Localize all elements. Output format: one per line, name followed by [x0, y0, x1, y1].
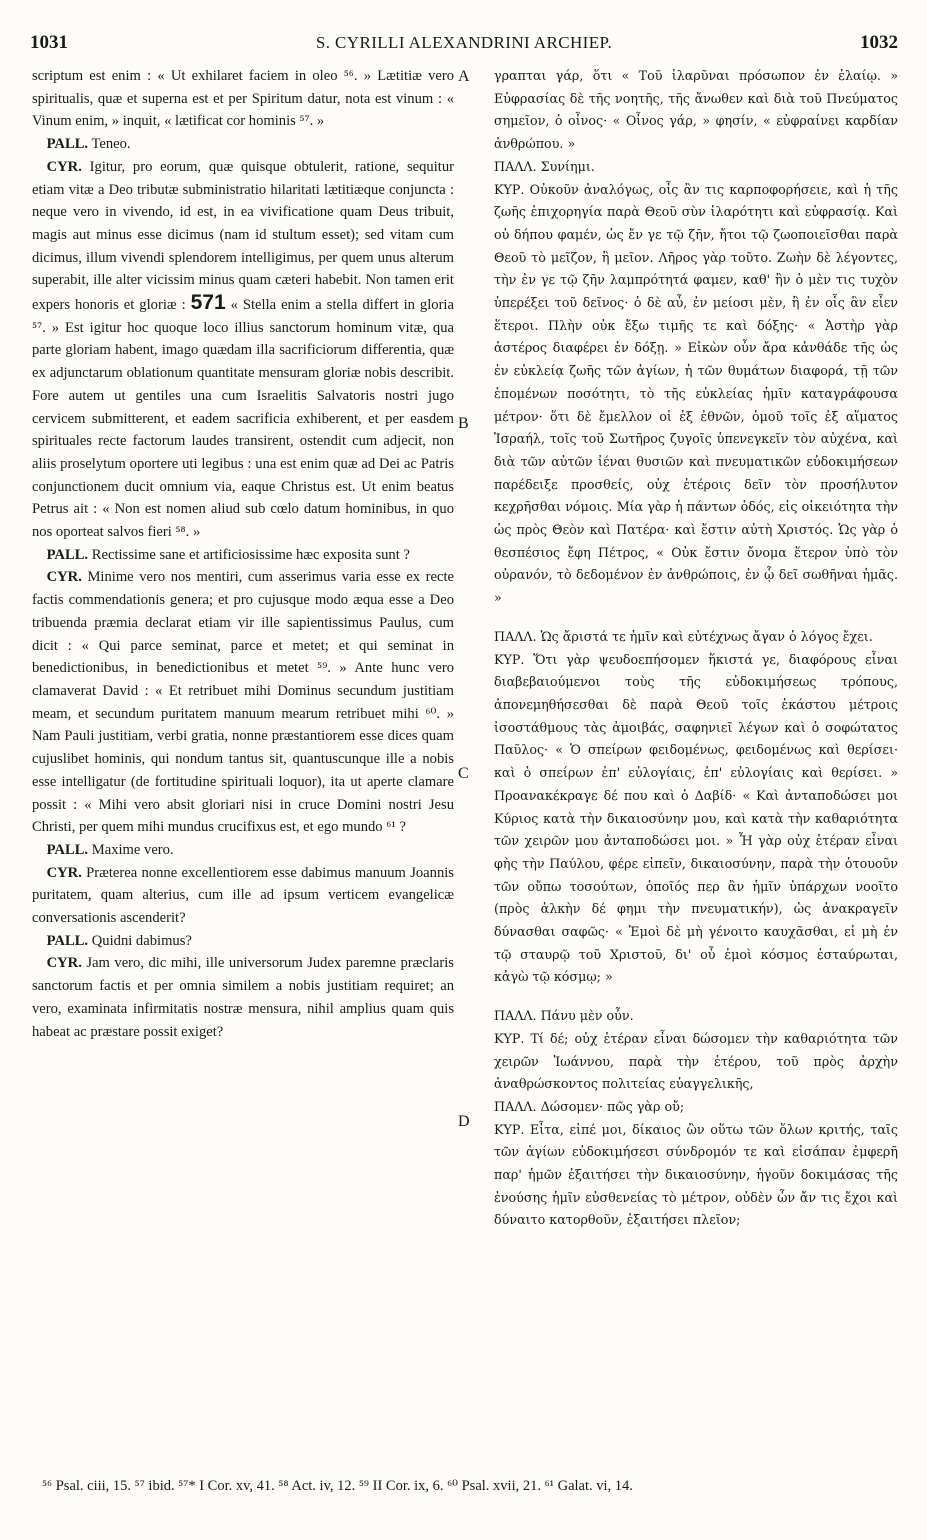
section-marker-d: D	[458, 1113, 470, 1130]
latin-column	[32, 65, 454, 1043]
greek-paragraph: ΠΑΛΛ. Δώσομεν· πῶς γὰρ οὔ;	[494, 1098, 685, 1114]
greek-paragraph: ΠΑΛΛ. Πάνυ μὲν οὖν.	[494, 1008, 634, 1024]
latin-paragraph: CYR. Præterea nonne excellentiorem esse dabimus manuum Joannis puritatem, quam alterius, cum ille ad ipsum verticem evangelicæ conversationis ascenderit?	[32, 864, 454, 927]
greek-column	[494, 65, 898, 1232]
speaker-label: CYR.	[46, 955, 82, 972]
greek-paragraph: ΚΥΡ. Εἶτα, εἰπέ μοι, δίκαιος ὢν οὕτω τῶν ὅλων κριτής, ταῖς τῶν ἁγίων εὐδοκιμήσεσι σύνδρομόν τε καὶ εἰσάπαν ἐμφερῆ παρ' ἡμῶν ἐξαιτήσει τὴν δικαιοσύνην, ἡγοῦν δοκιμάσας τῆς ἐνούσης ἡμῖν εὐσθενείας τὸ μέτρον, οὐδὲν ὧν ἄν τις ἔχοι καὶ δύναιτο κατορθοῦν, ἐξαιτήσει πλεῖον;	[494, 1121, 898, 1228]
greek-paragraph: ΚΥΡ. Οὐκοῦν ἀναλόγως, οἷς ἂν τις καρποφορήσειε, καὶ ἡ τῆς ζωῆς ἐπιχορηγία παρὰ Θεοῦ σὺν ἱλαρότητι καὶ εὐφρασίᾳ. Καὶ οὐ δήπου φαμέν, ὡς ἔν γε τῷ ζῆν, ἤτοι τῷ ζωοποιεῖσθαι παρὰ Θεοῦ τὸ μεῖζον, ἢ μεῖον. Λῆρος γὰρ τοῦτο. Ζωὴν δὲ λέγοντες, τὴν ἐν γε τῷ ζῆν λαμπρότητά φαμεν, καθ' ἣν ὁ μὲν τις τυχὸν ὑπερέξει τοῦ δεῖνος· ὁ δὲ αὖ, ἐν μείοσι μὲν, ἢ ἐν οἷς ἂν εἶεν ἕτεροι. Πλὴν οὐκ ἔξω τιμῆς τε καὶ δόξης· « Ἀστὴρ γὰρ ἀστέρος διαφέρει ἐν δόξῃ. » Εἰκὼν οὖν ἄρα κἀνθάδε τῆς ὡς ἐν εὐκλείᾳ ζωῆς τῶν ἁγίων, ἡ τῶν θυμάτων διαφορά, τῇ τῶν ἑπομένων ποσότητι, τὸ τῆς εὐκλείας ἡμῖν καταγράφουσα μέτρον· ὅτι δὲ ἔμελλον οἱ ἐξ ἐθνῶν, ὁμοῦ τοῖς ἐξ αἵματος Ἰσραήλ, τοῖς τοῦ Σωτῆρος ζυγοῖς ὑπενεγκεῖν τὸν αὐχένα, καὶ διὰ τῶν αὐτῶν ἰέναι θυσιῶν καὶ πνευματικῶν εὐδοκιμήσεων παρέδειξε προσθείς, οὐχ ἑτέροις δεῖν τὸν προσήλυτον κεχρῆσθαι νόμοις. Μία γὰρ ἡ πάντων ὁδός, εἰς οἰκειότητα τὴν ὡς πρὸς Θεὸν καὶ Πατέρα· καὶ ἔστιν αὐτὴ Χριστός. Ὡς γὰρ ὁ θεσπέσιος ἔφη Πέτρος, « Οὐκ ἔστιν ὄνομα ἕτερον ὑπὸ τὸν οὐρανόν, τὸ δεδομένον ἐν ἀνθρώποις, ἐν ᾧ δεῖ σωθῆναι ἡμᾶς. »	[494, 181, 898, 606]
section-number: 571	[190, 291, 226, 315]
latin-paragraph: CYR. Jam vero, dic mihi, ille universorum Judex paremne præclaris sanctorum factis et per omnia similem a nobis justitiam requiret; an vero, examinata infirmitatis nostræ mensura, nihil amplius quam quis habeat ac præstare possit exiget?	[32, 955, 454, 1040]
page-number-right: 1032	[860, 32, 898, 53]
speaker-label: CYR.	[46, 569, 82, 586]
speaker-label: PALL.	[46, 546, 89, 563]
section-marker-c: C	[458, 765, 469, 782]
latin-paragraph: CYR. Minime vero nos mentiri, cum asserimus varia esse ex recte factis commendationis genera; et pro cujusque modo æqua esse a Deo tribuenda præmia declarat etiam vir ille sapientissimus Paulus, cum dicit : « Qui parce seminat, parce et metet; et qui seminat in benedictionibus, in benedictionibus et metet ⁵⁹. » Ante hunc vero clamaverat David : « Et retribuet mihi Dominus secundum justitiam meam, et secundum puritatem manuum mearum retribuet mihi ⁶⁰. » Nam Pauli justitiam, verbi gratia, nonne præstantiorem esse dices quam cujuslibet hominis, qui nondum tantus sit, quantuscunque ille a nobis esse intelligatur (de fortitudine spirituali loquor), ita ut aperte clamare possit : « Mihi vero absit gloriari nisi in cruce Domini nostri Jesu Christi, per quem mihi mundus crucifixus est, et ego mundo ⁶¹ ?	[32, 569, 454, 836]
footnotes: ⁵⁶ Psal. ciii, 15. ⁵⁷ ibid. ⁵⁷* I Cor. xv, 41. ⁵⁸ Act. iv, 12. ⁵⁹ II Cor. ix, 6. ⁶⁰ Psal. xvii, 21. ⁶¹ Galat. vi, 14.	[42, 1478, 633, 1494]
latin-paragraph: PALL. Teneo.	[46, 136, 131, 153]
running-title: S. CYRILLI ALEXANDRINI ARCHIEP.	[315, 33, 613, 52]
speaker-label: CYR.	[46, 158, 82, 175]
latin-paragraph: scriptum est enim : « Ut exhilaret faciem in oleo ⁵⁶. » Lætitiæ vero spiritualis, quæ et superna est et per Spiritum datur, nota est vinum : « Vinum enim, » inquit, « lætificat cor hominis ⁵⁷. »	[32, 68, 454, 130]
latin-paragraph: CYR. Igitur, pro eorum, quæ quisque obtulerit, ratione, sequitur etiam vitæ a Deo tributæ subministratio hilaritati lætitiæque conjuncta : neque vero in vivendo, id est, in ea vivificatione quam Deus tribuit, magis aut minus esse dicimus (nam id stultum esset); sed vitam cum dicimus, illum vivendi splendorem intelligimus, per quem unus alterum superabit, ille alter vicissim minus quam cæteri habebit. Non tamen erit expers honoris et gloriæ : 571 « Stella enim a stella differt in gloria ⁵⁷. » Est igitur hoc quoque loco illius sanctorum hominum vitæ, qua parte gloriam habent, imago quædam illa sacrificiorum differentia, quæ ex adjunctarum oblationum quantitate mensuram gloriæ nobis describit. Fore autem ut gentiles una cum Israelitis Salvatoris nostri jugo cervicem submitterent, et eadem sacrificia exhiberent, et per easdem spirituales recte factorum laudes transirent, ostendit cum adjecit, non aliis proselytum oportere uti legibus : una est enim quæ ad Dei ac Patris conjunctionem ducit omnium via, eaque Christus est. Ut enim beatus Petrus ait : « Non est nomen aliud sub cœlo datum hominibus, in quo nos oporteat salvos fieri ⁵⁸. »	[32, 158, 454, 541]
greek-paragraph: ΚΥΡ. Ὅτι γὰρ ψευδοεπήσομεν ἥκιστά γε, διαφόρους εἶναι διαβεβαιούμενοι τοὺς τῆς εὐδοκιμήσεως τρόπους, ἀπονεμηθήσεσθαι δὲ παρὰ Θεοῦ τοῖς ἑκάστου μέτροις ἰσοστάθμους τὰς ἀμοιβάς, σαφηνιεῖ λέγων καὶ ὁ σοφώτατος Παῦλος· « Ὁ σπείρων φειδομένως, φειδομένως καὶ θερίσει· καὶ ὁ σπείρων ἐπ' εὐλογίαις, ἐπ' εὐλογίαις καὶ θερίσει. » Προανακέκραγε δέ που καὶ ὁ Δαβίδ· « Καὶ ἀνταποδώσει μοι Κύριος κατὰ τὴν δικαιοσύνην μου, καὶ κατὰ τὴν καθαριότητα τῶν χειρῶν μου ἀνταποδώσει μοι. » Ἦ γὰρ οὐχ ἑτέραν εἶναι φὴς τὴν Παύλου, φέρε εἰπεῖν, δικαιοσύνην, παρὰ τὴν ὁτουοῦν τῶν οὔπω τοσούτων, ὁποῖός περ ἂν ἡμῖν ὑπάρχων νοοῖτο (πρὸς ἀλκὴν δέ φημι τὴν πνευματικήν), ὡς ἀνακραγεῖν δύνασθαι σαφῶς· « Ἐμοὶ δὲ μὴ γένοιτο καυχᾶσθαι, εἰ μὴ ἐν τῷ σταυρῷ τοῦ Χριστοῦ, δι' οὗ ἐμοὶ κόσμος ἐσταύρωται, κἀγὼ τῷ κόσμῳ; »	[494, 651, 898, 985]
latin-paragraph: PALL. Quidni dabimus?	[46, 932, 192, 949]
section-marker-a: A	[458, 68, 470, 85]
latin-paragraph: PALL. Rectissime sane et artificiosissime hæc exposita sunt ?	[46, 546, 410, 563]
latin-paragraph: PALL. Maxime vero.	[46, 841, 174, 858]
greek-paragraph: ΠΑΛΛ. Ὡς ἄριστά τε ἡμῖν καὶ εὐτέχνως ἄγαν ὁ λόγος ἔχει.	[494, 628, 873, 644]
section-marker-b: B	[458, 415, 469, 432]
speaker-label: PALL.	[46, 932, 89, 949]
speaker-label: PALL.	[46, 841, 89, 858]
page-number-left: 1031	[30, 32, 68, 53]
speaker-label: CYR.	[46, 864, 82, 881]
speaker-label: PALL.	[46, 136, 89, 153]
running-header	[30, 32, 898, 58]
greek-paragraph: ΠΑΛΛ. Συνίημι.	[494, 158, 595, 174]
greek-paragraph: ΚΥΡ. Τί δέ; οὐχ ἑτέραν εἶναι δώσομεν τὴν καθαριότητα τῶν χειρῶν Ἰωάννου, παρὰ τὴν ἑτέρου, τοῦ πρὸς ἀρχὴν ἀναθρώσκοντος πολιτείας εὐαγγελικῆς,	[494, 1030, 898, 1092]
greek-paragraph: γραπται γάρ, ὅτι « Τοῦ ἱλαρῦναι πρόσωπον ἐν ἐλαίῳ. » Εὐφρασίας δὲ τῆς νοητῆς, τῆς ἄνωθεν καὶ διὰ τοῦ Πνεύματος σημεῖον, ὁ οἶνος· « Οἶνος γάρ, » φησίν, « εὐφραίνει καρδίαν ἀνθρώπου. »	[494, 68, 898, 152]
